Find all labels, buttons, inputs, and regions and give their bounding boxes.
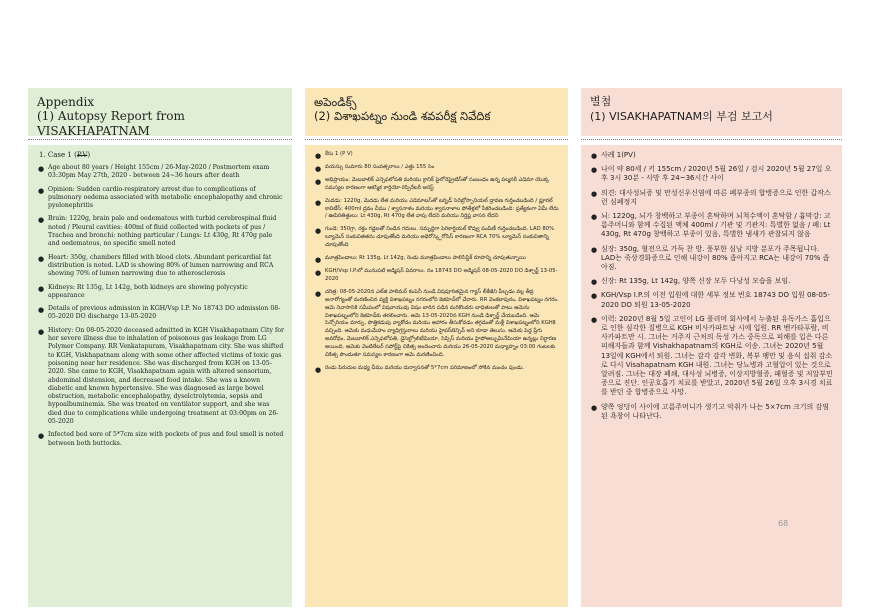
telugu-header (305, 88, 568, 136)
list-item: ● 뇌: 1220g, 뇌가 창백하고 부종이 혼탁하며 뇌척수액이 혼탁함 / 흉막강: 고름주머니와 함께 수집된 액체 400ml / 기관 및 기관지: 특별한 없음 / 폐: Lt 430g, Rt 470g 창백하고 부종이 있음, 특별한 냄새가 관찰되지 않음 (591, 212, 831, 239)
list-item: ● 양쪽 엉덩이 사이에 고름주머니가 생기고 악취가 나는 5×7cm 크기의 감염된 욕창이 나타난다. (591, 402, 830, 420)
english-divider (28, 139, 292, 140)
english-bullet-list (35, 164, 284, 448)
korean-report-title: (1) VISAKHAPATNAM의 부검 보고서 (590, 110, 773, 123)
bullet-icon: ● (315, 198, 322, 207)
bullet-icon: ● (315, 152, 322, 160)
list-item: ● మెదడు: 1220g, మెదడు లేత మరియు ఎడెమాటస్‌తో టర్బిడ్ సెరెబ్రోస్పానియల్ ద్రావణ గుర్తించబడింది / ప్లూరల్ కావిటీస్: 400ml ద్రవం చీము / శ్వాసనాళం మరియు శ్వాసనాళాల పోతేళ్లలో సేకరించబడింది: ప్రత్యేకంగా ఏమీ లేదు / ఊపిరితిత్తులు: Lt 430g, Rt 470g లేత వాపు లేదని మరియు నిర్దిష్ట వాసన లేదని (315, 197, 559, 220)
list-item: ● చరిత్ర: 08-05-2020న ఎల్‌జి పాలిమర్ కంపెనీ నుండి విషపూరితమైన గ్యాస్ లీకేజీని పీల్చడం వల్ల తీవ్ర అనారోగ్యంతో మరణించిన వ్యక్తి విశాఖపట్నం నగరంలోని కెజిహెచ్‌లో చేరారు. RR వెంకటాపురం, విశాఖపట్నం నగరం. ఆమె నివాసానికి సమీపంలో విషవాయువు విషం బారిన పడిన మరికొందరు బాధితులతో పాటు ఆమెను విశాఖపట్నంలోని కెజిహెచ్‌కు తరలించారు. ఆమె 13-05-2020న KGH నుండి డిశ్చార్జ్ చేయబడింది. ఆమె సెన్సోరియం మార్పు, పొత్తికడుపు వ్యాకోచం మరియు ఆహారం తీసుకోవడం తగ్గడంతో మళ్లీ విశాఖపట్నంలోని KGHకి వచ్చింది. ఆమెకు మధుమేహం వ్యాధిగ్రస్తురాలు మరియు హైపర్‌టెన్సివ్ అని కూడా తెలుసు. ఆమెకు పెద్ద ప్రేగు అవరోధం, మెటబాలిక్ ఎన్సెఫలోపతి, డైసెల్ట్రోలిటేమియా, సెప్సిస్ మరియు హైపోఅల్బుమినేమియా ఉన్నట్లు నిర్ధారణ అయింది. ఆమెకు వెంటిలేటర్ సపోర్ట్‌పై చికిత్స అందించారు మరియు 26-05-2020 మధ్యాహ్నం 03:00 గంటలకు చికిత్స పొందుతూ సమస్యల కారణంగా ఆమె మరణించింది. (315, 288, 559, 359)
telugu-report-title: (2) విశాఖపట్నం నుండి శవపరీక్ష నివేదిక (314, 109, 491, 123)
list-item: ● అభిప్రాయం: మెటబాలిక్ ఎన్సెఫలోపతి మరియు క్రానిక్ పైలోనెఫ్రైటిస్‌తో సంబంధం ఉన్న పల్మనరీ ఎడెమా యొక్క సమస్యల కారణంగా ఆకస్మిక కార్డియో-రెస్పిరేటరీ అరెస్ట్ (315, 176, 550, 191)
bullet-icon: ● (591, 166, 598, 175)
bullet-icon: ● (315, 177, 322, 186)
bullet-icon: ● (38, 306, 45, 315)
bullet-icon: ● (38, 254, 45, 263)
korean-bullet-list (588, 151, 834, 421)
korean-column (581, 88, 842, 420)
list-item: ● Infected bed sore of 5*7cm size with pockets of pus and foul smell is noted between both buttocks. (38, 431, 284, 447)
english-report-title: (1) Autopsy Report from VISAKHAPATNAM (37, 109, 185, 138)
list-item: ● Details of previous admission in KGH/Vsp I.P. No 18743 DO admission 08-05-2020 DO discharge 13-05-2020 (38, 305, 281, 321)
list-item: ● రెండు పిరుదుల మధ్య చీము మరియు దుర్వాసనతో 5*7cm పరిమాణంలో సోకిన మంచం పుండు. (315, 364, 525, 374)
telugu-appendix-title: అపెండిక్స్ (314, 95, 357, 109)
list-item: ● Brain: 1220g, brain pale and oedematous with turbid cerebrospinal fluid noted / Pleural cavities: 400ml of fluid collected with pockets of pus / Trachea and bronchi: nothing particular / Lungs: Lt 430g, Rt 470g pale and oedematous, no specific smell noted (38, 215, 277, 248)
list-item: ● గుండె: 350గ్రా, రక్తం గడ్డలతో నిండిన గదులు. సమృద్ధిగా పెరికార్డియల్ కొవ్వు పంపిణీ గుర్తించబడింది. LAD 80% ల్యూమెన్ సంకుచితతను చూపుతోంది మరియు అథెరోస్క్లెరోసిస్ కారణంగా RCA 70% ల్యూమెన్ సంకుచితాన్ని చూపుతోంది (315, 226, 555, 249)
list-item: ● KGH/Vsp I.P.의 이전 입원에 대한 세부 정보 번호 18743 DO 입원 08-05-2020 DO 퇴원 13-05-2020 (591, 291, 830, 309)
english-case-line: 1. Case 1 (P.V) (39, 151, 91, 159)
bullet-icon: ● (315, 164, 322, 173)
bullet-icon: ● (38, 284, 45, 293)
list-item: ● KGH/Vsp I.P.లో మునుపటి అడ్మిషన్ వివరాలు. నం 18743 DO అడ్మిషన్ 08-05-2020 DO డిశ్చార్జ్ 13-05-2020 (315, 267, 558, 282)
english-column (28, 88, 292, 447)
bullet-icon: ● (591, 292, 598, 301)
english-body (28, 145, 292, 607)
bullet-icon: ● (591, 278, 598, 287)
list-item: ● Age about 80 years / Height 155cm / 26-May-2020 / Postmortem exam 03:30pm May 27th, 2020 - between 24~36 hours after death (38, 164, 270, 180)
english-header (28, 88, 292, 136)
list-item: ● కేసు 1 (P V) (315, 151, 353, 160)
bullet-icon: ● (38, 327, 45, 336)
korean-header (581, 88, 842, 136)
english-appendix-title: Appendix (37, 95, 95, 109)
bullet-icon: ● (315, 227, 322, 236)
page-number: 68 (778, 519, 789, 528)
bullet-icon: ● (38, 216, 45, 225)
bullet-icon: ● (315, 289, 322, 298)
list-item: ● Opinion: Sudden cardio-respiratory arrest due to complications of pulmonary oedema associated with metabolic encephalopathy and chronic pyelonephritis (38, 185, 283, 210)
list-item: ● 사례 1(PV) (591, 151, 636, 160)
bullet-icon: ● (591, 152, 598, 160)
bullet-icon: ● (315, 256, 322, 265)
list-item: ● 나이 약 80세 / 키 155cm / 2020년 5월 26일 / 검시 2020년 5월 27일 오후 3시 30분 - 사망 후 24~36시간 사이 (591, 165, 832, 183)
bullet-icon: ● (315, 365, 322, 374)
list-item: ● 의견: 대사성뇌증 및 만성신우신염에 따른 폐부종의 합병증으로 인한 갑작스런 심폐정지 (591, 188, 831, 206)
korean-divider (581, 139, 842, 140)
list-item: ● వయస్సు సుమారు 80 సంవత్సరాలు / ఎత్తు 155 సెం (315, 163, 435, 173)
bullet-icon: ● (315, 268, 322, 277)
telugu-divider (305, 139, 568, 140)
list-item: ● మూత్రపిండాలు: Rt 135g, Lt 142g, రెండు మూత్రపిండాలు పాలిసిస్టిక్ రూపాన్ని చూపుతున్నాయి (315, 255, 526, 265)
korean-appendix-title: 별첨 (590, 95, 612, 108)
list-item: ● 신장: Rt 135g, Lt 142g, 양쪽 신장 모두 다낭성 모습을 보임. (591, 277, 791, 287)
bullet-icon: ● (591, 315, 598, 324)
list-item: ● Kidneys: Rt 135g, Lt 142g, both kidneys are showing polycystic appearance (38, 283, 248, 299)
bullet-icon: ● (591, 245, 598, 254)
telugu-bullet-list (312, 151, 560, 373)
bullet-icon: ● (591, 403, 598, 412)
list-item: ● History: On 08-05-2020 deceased admitted in KGH Visakhapatnam City for her severe illness due to inhalation of poisonous gas leakage from LG Polymer Company. RR Venkatapuram, Visakhapatnam city. She was shifted to KGH, Viskhapatnam along with some other affected victims of toxic gas poisoning near her residence. She was discharged from KGH on 13-05-2020. She came to KGH, Visakhapatnam again with altered sensorium, abdominal distension, and decreased food intake. She was a known diabetic and known hypertensive. She was diagnosed as large bowel obstruction, metabolic encephalopathy, dyselctrolytemia, sepsis and hypoalbuminemia. She was treated on ventilator support, and she was died due to complications while undergoing treatment at 03:00pm on 26-05-2020 (38, 326, 284, 426)
bullet-icon: ● (38, 432, 45, 441)
bullet-icon: ● (591, 189, 598, 198)
bullet-icon: ● (591, 213, 598, 222)
telugu-column (305, 88, 568, 374)
bullet-icon: ● (38, 165, 45, 173)
list-item: ● 심장: 350g, 혈전으로 가득 찬 방. 풍부한 심낭 지방 분포가 주목됩니다. LAD는 죽상경화증으로 인해 내강이 80% 좁아지고 RCA는 내강이 70% 좁아짐. (591, 244, 830, 272)
list-item: ● Heart: 350g, chambers filled with blood clots. Abundant pericardial fat distribution is noted. LAD is showing 80% of lumen narrowing and RCA showing 70% of lumen narrowing due to atherosclerosis (38, 253, 274, 278)
struck-initials: P.V (76, 151, 88, 159)
telugu-body (305, 145, 568, 607)
korean-body (581, 145, 842, 607)
bullet-icon: ● (38, 186, 45, 195)
list-item: ● 이력: 2020년 8월 5일 고인이 LG 폴리머 회사에서 누출된 유독가스 흡입으로 인한 심각한 질병으로 KGH 비사카파트남 시에 입원. RR 벤카타푸람, 비사카파트만 시. 그녀는 거주지 근처의 독성 가스 중독으로 피해를 입은 다른 피해자들과 함께 Vishakhapatnam의 KGH로 이송. 그녀는 2020년 5월 13일에 KGH에서 퇴원. 그녀는 감각 감각 변화, 복부 팽만 및 음식 섭취 감소로 다시 Visahapatnam KGH 내원. 그녀는 당뇨병과 고혈압이 있는 것으로 알려짐. 그녀는 대장 폐쇄, 대사성 뇌병증, 이상지방혈증, 패혈증 및 저알부민증으로 진단. 인공호흡기 치료를 받았고, 2020년 5월 26일 오후 3시경 치료를 받던 중 합병증으로 사망. (591, 314, 833, 397)
